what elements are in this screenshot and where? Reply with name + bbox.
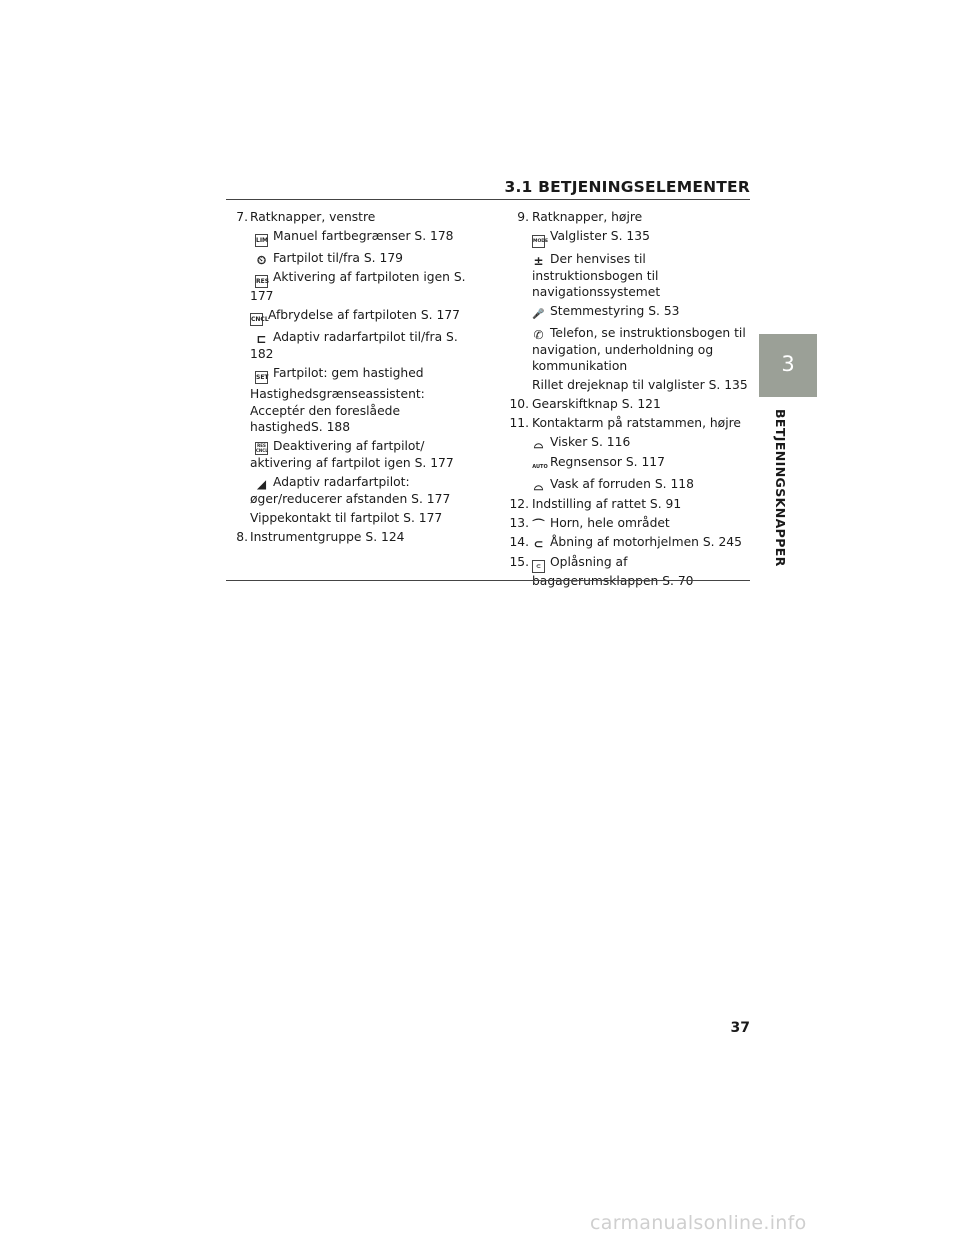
section-title: 3.1 BETJENINGSELEMENTER	[504, 178, 750, 196]
item-number: 13.	[509, 515, 529, 530]
sub-item: AUTO Regnsensor S. 117	[532, 454, 750, 474]
list-item-12	[496, 496, 750, 512]
sub-item: ◢ Adaptiv radarfartpilot: øger/reducerer afstanden S. 177	[250, 474, 451, 506]
plus-minus-icon: ±	[533, 253, 544, 268]
tailgate-icon: ⊂	[532, 560, 545, 573]
item-number: 7.	[236, 210, 248, 224]
sub-item: ✆ Telefon, se instruktionsbogen til navigation, underholdning og kommunikation	[532, 325, 746, 373]
sub-item: 🎤 Stemmestyring S. 53	[532, 304, 680, 320]
item-number: 10.	[509, 397, 529, 411]
sub-item: RES CNCL Deaktivering af fartpilot/ aktivering af fartpilot igen S. 177	[250, 439, 454, 470]
item-title: Ratknapper, venstre	[250, 210, 376, 224]
item-title: Instrumentgruppe S. 124	[250, 529, 405, 544]
washer-icon: ⌓	[533, 479, 544, 494]
cruise-control-icon: ⏲	[256, 252, 267, 267]
item-number: 14.	[509, 535, 529, 550]
auto-rain-sensor-icon: AUTO	[532, 463, 548, 470]
list-item-10	[496, 396, 750, 412]
sub-item: Hastighedsgrænseassistent: Acceptér den foreslåede hastighedS. 188	[250, 387, 425, 435]
item-title: Ratknapper, højre	[532, 210, 643, 224]
sub-item: MODE Valglister S. 135	[532, 228, 750, 248]
chapter-number: 3	[781, 352, 795, 376]
lim-icon: LIM	[255, 234, 268, 247]
item-title: Kontaktarm på ratstammen, højre	[532, 416, 741, 430]
sub-item: SET Fartpilot: gem hastighed	[250, 365, 476, 384]
hood-icon: ⊂	[533, 537, 544, 552]
item-number: 12.	[509, 496, 529, 511]
sub-item: CNCLAfbrydelse af fartpiloten S. 177	[250, 307, 476, 326]
right-column	[496, 209, 750, 592]
sub-item: ⏲ Fartpilot til/fra S. 179	[256, 250, 403, 267]
microphone-icon: 🎤	[532, 309, 545, 320]
list-item-9	[496, 209, 750, 393]
sub-item: ± Der henvises til instruktionsbogen til navigationssystemet	[532, 251, 661, 299]
horn-icon: ⌒	[532, 517, 545, 532]
item-number: 9.	[517, 210, 529, 224]
sub-item: ⌓ Vask af forruden S. 118	[533, 477, 694, 494]
bottom-rule	[226, 580, 750, 581]
watermark: carmanualsonline.info	[590, 1212, 807, 1234]
list-item-13	[496, 515, 750, 532]
list-item-7	[226, 209, 476, 526]
res-icon: RES	[255, 275, 268, 288]
item-title: Indstilling af rattet S. 91	[532, 496, 682, 511]
mode-icon: MODE	[532, 235, 545, 248]
distance-icon: ◢	[256, 476, 267, 491]
res-cncl-icon: RES CNCL	[256, 442, 268, 454]
sub-item: Rillet drejeknap til valglister S. 135	[532, 378, 748, 392]
sub-item: RES Aktivering af fartpiloten igen S. 177	[250, 270, 466, 304]
cncl-icon: CNCL	[250, 313, 263, 326]
set-icon: SET	[255, 371, 268, 384]
item-title: ⊂ Åbning af motorhjelmen S. 245	[533, 535, 742, 552]
item-number: 8.	[236, 529, 248, 544]
sub-item: ⌓ Visker S. 116	[533, 435, 631, 451]
left-column	[226, 209, 476, 548]
top-rule	[226, 199, 750, 200]
list-item-14	[496, 534, 750, 551]
list-item-8	[226, 529, 476, 545]
list-item-15	[496, 554, 750, 589]
wiper-icon: ⌓	[533, 437, 544, 451]
item-title: ⌒ Horn, hele området	[532, 515, 670, 532]
list-item-11	[496, 415, 750, 493]
item-number: 15.	[509, 554, 529, 569]
phone-icon: ✆	[533, 327, 544, 342]
sub-item: ⊏ Adaptiv radarfartpilot til/fra S. 182	[250, 329, 458, 361]
item-title: Gearskiftknap S. 121	[532, 397, 661, 411]
item-title: ⊂ Oplåsning af	[532, 554, 750, 589]
chapter-tab	[759, 334, 817, 397]
chapter-label: BETJENINGSKNAPPER	[773, 409, 788, 567]
radar-cruise-icon: ⊏	[256, 331, 267, 346]
sub-item: Vippekontakt til fartpilot S. 177	[250, 510, 443, 525]
item-number: 11.	[509, 416, 529, 430]
sub-item: LIM Manuel fartbegrænser S. 178	[250, 228, 476, 247]
page-number: 37	[730, 1020, 750, 1036]
